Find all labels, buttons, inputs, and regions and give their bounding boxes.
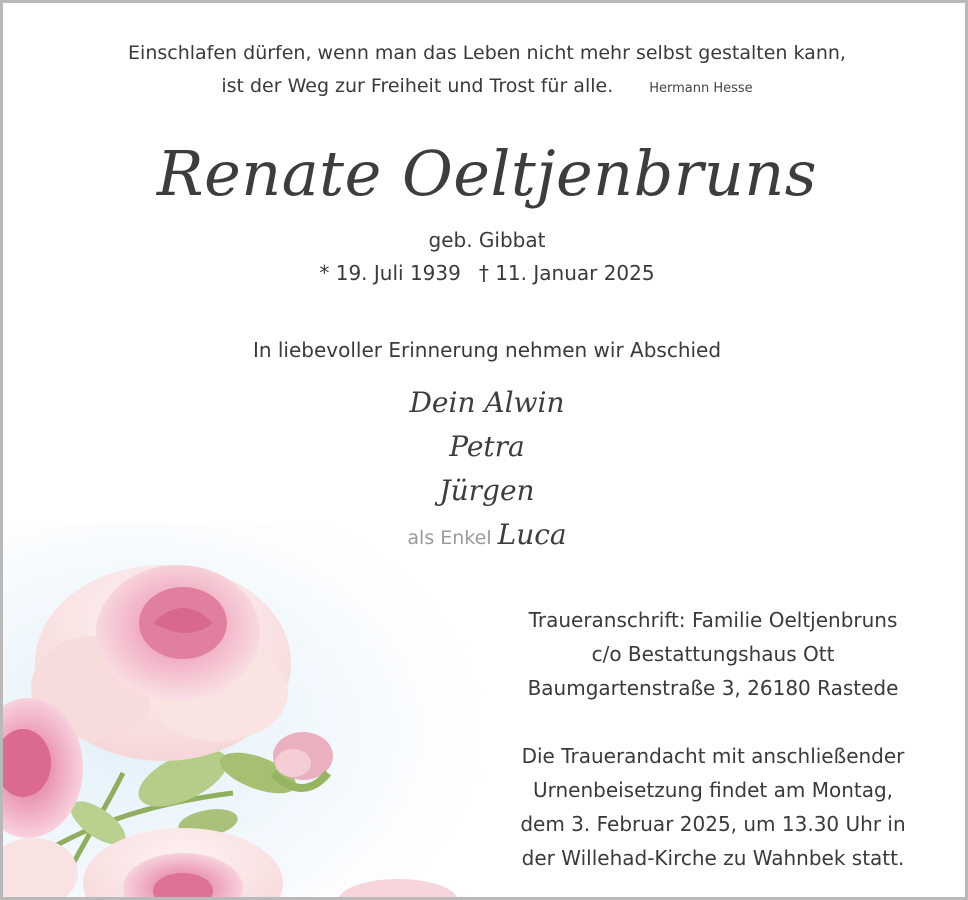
mourning-address xyxy=(473,603,953,705)
grandchild-name: Luca xyxy=(497,518,567,551)
deceased-name: Renate Oeltjenbruns xyxy=(156,137,818,210)
service-line-4: der Willehad-Kirche zu Wahnbek statt. xyxy=(521,846,905,870)
quote-line-2: ist der Weg zur Freiheit und Trost für alle. xyxy=(221,75,614,97)
grandchild-prefix: als Enkel xyxy=(407,527,492,549)
life-dates xyxy=(3,261,968,285)
mourners-list xyxy=(3,381,968,560)
address-line-2: c/o Bestattungshaus Ott xyxy=(591,642,835,666)
farewell-intro: In liebevoller Erinnerung nehmen wir Abschied xyxy=(252,338,722,362)
service-info xyxy=(473,739,953,875)
address-line-3: Baumgartenstraße 3, 26180 Rastede xyxy=(527,676,899,700)
address-line-1: Traueranschrift: Familie Oeltjenbruns xyxy=(528,608,898,632)
mourner-name: Petra xyxy=(449,430,525,463)
death-date: † 11. Januar 2025 xyxy=(478,261,655,285)
birth-name: geb. Gibbat xyxy=(428,228,546,252)
mourner-name: Dein Alwin xyxy=(409,386,565,419)
service-line-1: Die Trauerandacht mit anschließender xyxy=(521,744,905,768)
birth-date: * 19. Juli 1939 xyxy=(319,261,461,285)
quote xyxy=(3,37,968,105)
quote-line-1: Einschlafen dürfen, wenn man das Leben nicht mehr selbst gestalten kann, xyxy=(128,42,846,64)
service-line-2: Urnenbeisetzung findet am Montag, xyxy=(532,778,894,802)
quote-author: Hermann Hesse xyxy=(649,81,753,96)
service-line-3: dem 3. Februar 2025, um 13.30 Uhr in xyxy=(520,812,906,836)
pink-roses-icon xyxy=(3,523,523,900)
grandchild-line xyxy=(3,513,968,560)
mourner-name: Jürgen xyxy=(439,474,535,507)
